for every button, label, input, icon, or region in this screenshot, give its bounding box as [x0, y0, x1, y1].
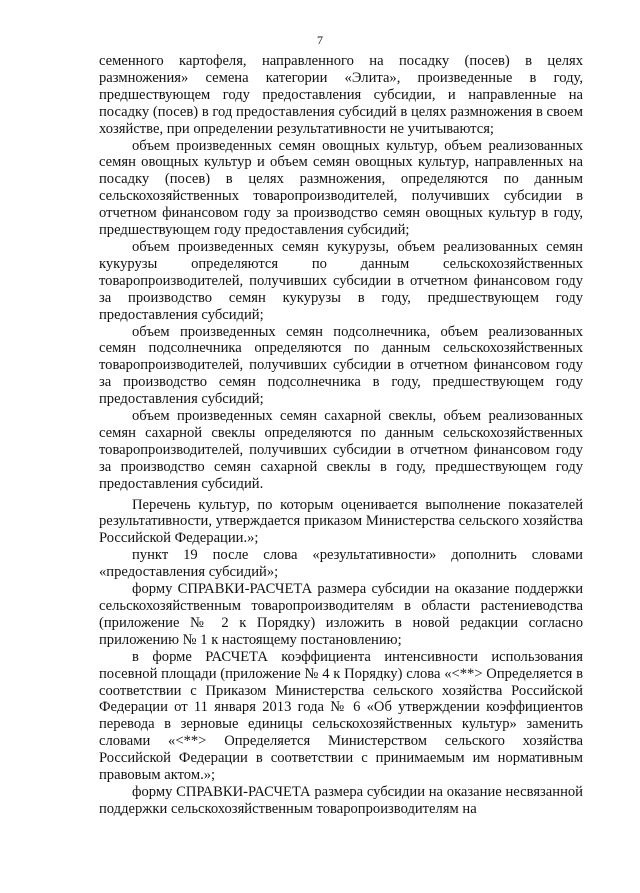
paragraph-point-19: пункт 19 после слова «результативности» дополнить словами «предоставления субсидий»;	[99, 547, 583, 581]
paragraph-corn-seeds: объем произведенных семян кукурузы, объем реализованных семян кукурузы определяются по данным сельскохозяйственных товаропроизводителей, получивших субсидии в отчетном финансовом году за производство семян кукурузы в году, предшествующем году предоставления субсидий;	[99, 238, 583, 323]
paragraph-unrelated-support-form: форму СПРАВКИ-РАСЧЕТА размера субсидии на оказание несвязанной поддержки сельскохозяйственным товаропроизводителям на	[99, 783, 583, 817]
paragraph-crop-list: Перечень культур, по которым оценивается выполнение показателей результативности, утверждается приказом Министерства сельского хозяйства Российской Федерации.»;	[99, 496, 583, 547]
paragraph-seed-potato-continuation: семенного картофеля, направленного на посадку (посев) в целях размножения» семена категории «Элита», произведенные в году, предшествующем году предоставления субсидии, и направленные на посадку (посев) в год предоставления субсидий в целях размножения в своем хозяйстве, при определении результативности не учитываются;	[99, 53, 583, 137]
paragraph-sugar-beet-seeds: объем произведенных семян сахарной свеклы, объем реализованных семян сахарной свеклы определяются по данным сельскохозяйственных товаропроизводителей, получивших субсидии в отчетном финансовом году за производство семян сахарной свеклы в году, предшествующем году предоставления субсидий.	[99, 408, 583, 492]
paragraph-vegetable-seeds: объем произведенных семян овощных культур, объем реализованных семян овощных культур и объем семян овощных культур, направленных на посадку (посев) в целях размножения, определяются по данным сельскохозяйственных товаропроизводителей, получивших субсидии в отчетном финансовом году за производство семян овощных культур в году, предшествующем году предоставления субсидий;	[99, 137, 583, 239]
paragraph-sowing-coefficient: в форме РАСЧЕТА коэффициента интенсивности использования посевной площади (приложение № 4 к Порядку) слова «<**> Определяется в соответствии с Приказом Министерства сельского хозяйства Российской Федерации от 11 января 2013 года № 6 «Об утверждении коэффициентов перевода в зерновые единицы сельскохозяйственных культур» заменить словами «<**> Определяется Министерством сельского хозяйства Российской Федерации в соответствии с принимаемым им нормативным правовым актом.»;	[99, 648, 583, 784]
document-body	[99, 53, 583, 818]
page-number: 7	[317, 33, 323, 47]
paragraph-sunflower-seeds: объем произведенных семян подсолнечника, объем реализованных семян подсолнечника определяются по данным сельскохозяйственных товаропроизводителей, получивших субсидии в отчетном финансовом году за производство семян подсолнечника в году, предшествующем году предоставления субсидий;	[99, 323, 583, 408]
paragraph-form-reference-calculation: форму СПРАВКИ-РАСЧЕТА размера субсидии на оказание поддержки сельскохозяйственным товаропроизводителям в области растениеводства (приложение № 2 к Порядку) изложить в новой редакции согласно приложению № 1 к настоящему постановлению;	[99, 581, 583, 648]
